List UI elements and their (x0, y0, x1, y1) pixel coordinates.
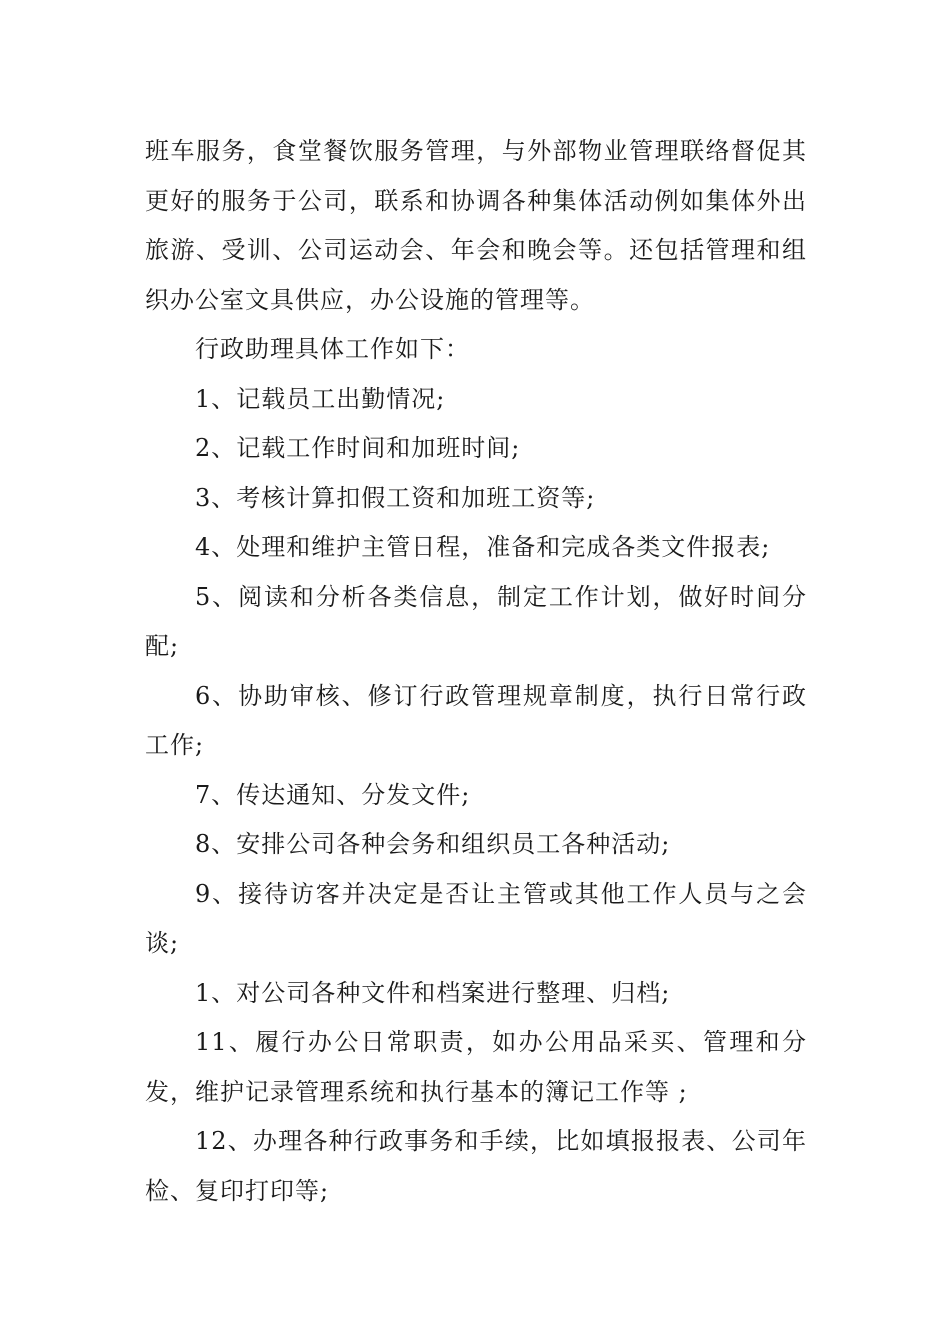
list-item: 6、协助审核、修订行政管理规章制度，执行日常行政工作; (145, 681, 807, 759)
list-item: 3、考核计算扣假工资和加班工资等; (195, 483, 596, 512)
list-item: 4、处理和维护主管日程，准备和完成各类文件报表; (195, 533, 771, 561)
intro-paragraph: 班车服务，食堂餐饮服务管理，与外部物业管理联络督促其更好的服务于公司，联系和协调各种集体活动例如集体外出旅游、受训、公司运动会、年会和晚会等。还包括管理和组织办公室文具供应，办公设施的管理等。 (145, 137, 807, 314)
document-body (145, 127, 807, 1216)
list-item: 1、记载员工出勤情况; (195, 384, 446, 413)
list-item: 7、传达通知、分发文件; (195, 780, 471, 809)
list-item: 11、履行办公日常职责，如办公用品采买、管理和分发，维护记录管理系统和执行基本的簿记工作等 ; (145, 1028, 807, 1106)
list-item: 1、对公司各种文件和档案进行整理、归档; (195, 978, 671, 1007)
list-item: 8、安排公司各种会务和组织员工各种活动; (195, 830, 671, 858)
list-item: 5、阅读和分析各类信息，制定工作计划，做好时间分配; (145, 582, 807, 660)
section-heading: 行政助理具体工作如下： (195, 335, 470, 363)
list-item: 9、接待访客并决定是否让主管或其他工作人员与之会谈; (145, 879, 807, 957)
list-item: 2、记载工作时间和加班时间; (195, 434, 521, 462)
list-item: 12、办理各种行政事务和手续，比如填报报表、公司年检、复印打印等; (145, 1127, 807, 1205)
